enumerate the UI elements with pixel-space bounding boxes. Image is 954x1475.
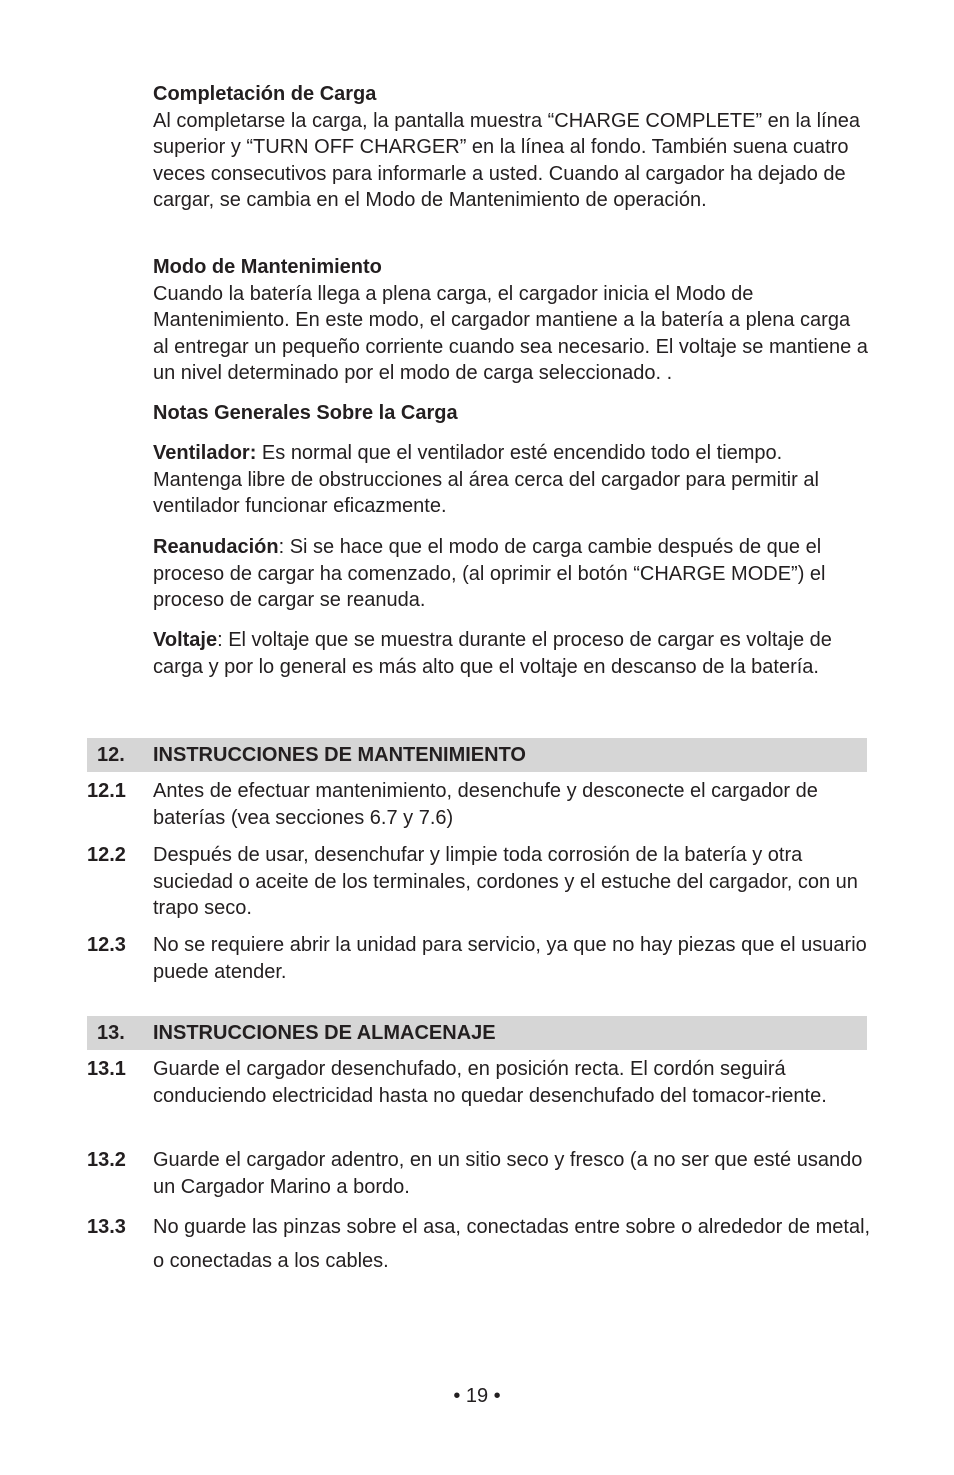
item-text: Antes de efectuar mantenimiento, desenchufe y desconecte el cargador de baterías (vea secciones 6.7 y 7.6) — [153, 780, 818, 829]
completion-paragraph: Al completarse la carga, la pantalla muestra “CHARGE COMPLETE” en la línea superior y “TURN OFF CHARGER” en la línea al fondo. También suena cuatro veces consecutivos para informarle a usted. Cuando al cargador ha dejado de cargar, se cambia en el Modo de Mantenimiento de operación. — [153, 109, 860, 212]
voltage-note-lead: Voltaje — [153, 629, 218, 651]
list-item — [87, 1056, 872, 1109]
list-item — [87, 842, 872, 922]
general-notes-heading: Notas Generales Sobre la Carga — [153, 402, 458, 424]
fan-note — [153, 440, 868, 520]
resume-note-lead: Reanudación — [153, 536, 279, 558]
item-number: 12.1 — [87, 780, 126, 802]
item-text: Guarde el cargador adentro, en un sitio seco y fresco (a no ser que esté usando un Cargador Marino a bordo. — [153, 1149, 863, 1198]
list-item — [87, 1147, 872, 1200]
maintenance-mode-section — [153, 254, 868, 387]
section-12-number: 12. — [97, 744, 125, 766]
item-number: 12.3 — [87, 934, 126, 956]
section-13-title: INSTRUCCIONES DE ALMACENAJE — [153, 1022, 496, 1044]
voltage-note-text: : El voltaje que se muestra durante el proceso de cargar es voltaje de carga y por lo general es más alto que el voltaje en descanso de la batería. — [153, 629, 832, 678]
item-text: Después de usar, desenchufar y limpie toda corrosión de la batería y otra suciedad o aceite de los terminales, cordones y el estuche del cargador, con un trapo seco. — [153, 844, 858, 920]
maintenance-mode-heading: Modo de Mantenimiento — [153, 256, 382, 278]
item-text: No se requiere abrir la unidad para servicio, ya que no hay piezas que el usuario puede atender. — [153, 934, 867, 983]
completion-section — [153, 81, 868, 214]
list-item — [87, 778, 872, 831]
fan-note-text: Es normal que el ventilador esté encendido todo el tiempo. Mantenga libre de obstrucciones al área cerca del cargador para permitir al ventilador funcionar eficazmente. — [153, 442, 819, 518]
fan-note-lead: Ventilador: — [153, 442, 257, 464]
maintenance-mode-paragraph: Cuando la batería llega a plena carga, el cargador inicia el Modo de Mantenimiento. En este modo, el cargador mantiene a la batería a plena carga al entregar un pequeño corriente cuando sea necesario. El voltaje se mantiene a un nivel determinado por el modo de carga seleccionado. . — [153, 282, 868, 385]
item-text: No guarde las pinzas sobre el asa, conectadas entre sobre o alrededor de metal, o conectadas a los cables. — [153, 1216, 871, 1272]
list-item — [87, 1210, 872, 1278]
section-12-header — [87, 738, 867, 772]
list-item — [87, 932, 872, 985]
item-number: 13.2 — [87, 1149, 126, 1171]
item-number: 13.1 — [87, 1058, 126, 1080]
item-number: 13.3 — [87, 1216, 126, 1238]
section-12-title: INSTRUCCIONES DE MANTENIMIENTO — [153, 744, 526, 766]
item-number: 12.2 — [87, 844, 126, 866]
resume-note-text: : Si se hace que el modo de carga cambie después de que el proceso de cargar ha comenzado, (al oprimir el botón “CHARGE MODE”) el proceso de cargar se reanuda. — [153, 536, 826, 612]
section-13-header — [87, 1016, 867, 1050]
resume-note — [153, 534, 868, 614]
section-13-number: 13. — [97, 1022, 125, 1044]
voltage-note — [153, 627, 868, 680]
item-text: Guarde el cargador desenchufado, en posición recta. El cordón seguirá conduciendo electricidad hasta no quedar desenchufado del tomacor-riente. — [153, 1058, 827, 1107]
page-number: • 19 • — [453, 1385, 501, 1407]
completion-heading: Completación de Carga — [153, 83, 377, 105]
